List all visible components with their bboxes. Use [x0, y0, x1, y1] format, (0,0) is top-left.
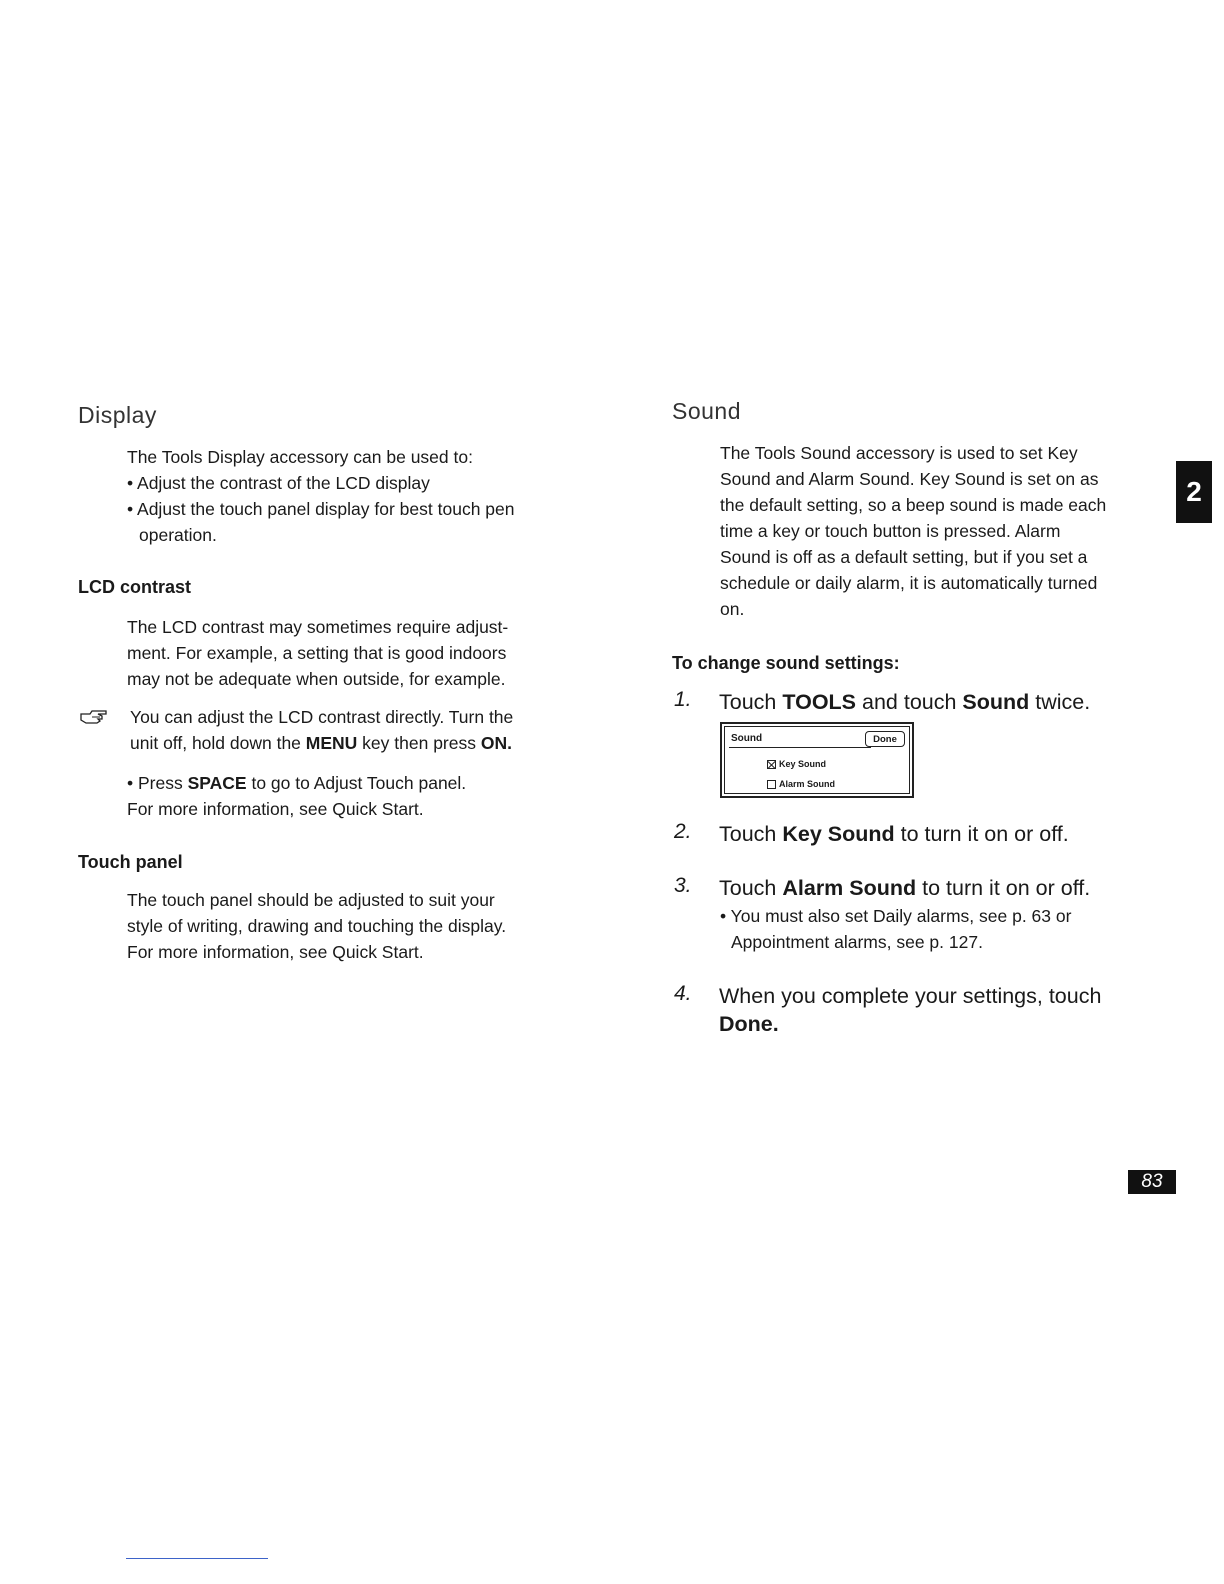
- sound-line-4: time a key or touch button is pressed. Alarm: [720, 521, 1061, 541]
- touch-line-1: The touch panel should be adjusted to suit your: [127, 890, 495, 910]
- sound-paragraph: [720, 440, 1170, 622]
- touch-panel-heading: Touch panel: [78, 852, 183, 872]
- lcd-line-1: The LCD contrast may sometimes require adjust-: [127, 617, 509, 637]
- sound-line-6: schedule or daily alarm, it is automatically turned: [720, 573, 1098, 593]
- display-intro: The Tools Display accessory can be used to:: [127, 447, 473, 467]
- sound-line-3: the default setting, so a beep sound is made each: [720, 495, 1107, 515]
- lcd-note-line-2: unit off, hold down the MENU key then press ON.: [130, 733, 512, 753]
- step-4-done: Done.: [719, 1012, 779, 1036]
- screen-frame: [724, 726, 910, 794]
- lcd-note-line-1: You can adjust the LCD contrast directly. Turn the: [130, 707, 514, 727]
- sound-heading: Sound: [672, 398, 742, 424]
- page-number: 83: [1128, 1170, 1176, 1194]
- display-intro-block: [127, 444, 587, 548]
- step-4-number: 4.: [674, 982, 692, 1005]
- key-sound-label: Key Sound: [779, 759, 827, 769]
- alarm-sound-option[interactable]: [767, 779, 835, 789]
- lcd-press-line: • Press SPACE to go to Adjust Touch panel.: [127, 773, 467, 793]
- step-1-number: 1.: [674, 688, 692, 711]
- screen-title-divider: [729, 747, 871, 748]
- step-3-note-line-2: Appointment alarms, see p. 127.: [731, 932, 983, 952]
- chapter-tab: 2: [1176, 461, 1212, 523]
- sound-line-1: The Tools Sound accessory is used to set Key: [720, 443, 1078, 463]
- display-bullet-1: • Adjust the contrast of the LCD display: [127, 473, 430, 493]
- step-4-line-1: When you complete your settings, touch: [719, 984, 1102, 1008]
- lcd-more-info: For more information, see Quick Start.: [127, 799, 424, 819]
- screen-title: Sound: [731, 733, 763, 744]
- touch-panel-text: [127, 887, 587, 965]
- display-heading: Display: [78, 402, 157, 428]
- sound-line-7: on.: [720, 599, 745, 619]
- touch-line-2: style of writing, drawing and touching the display.: [127, 916, 507, 936]
- lcd-note: [130, 704, 590, 756]
- alarm-sound-label: Alarm Sound: [779, 779, 836, 789]
- lcd-line-3: may not be adequate when outside, for example.: [127, 669, 506, 689]
- step-4-text: [719, 982, 1169, 1038]
- sound-line-2: Sound and Alarm Sound. Key Sound is set on as: [720, 469, 1099, 489]
- display-bullet-2: • Adjust the touch panel display for best touch pen: [127, 499, 515, 519]
- sound-settings-screen: [720, 722, 914, 798]
- lcd-line-2: ment. For example, a setting that is good indoors: [127, 643, 507, 663]
- lcd-contrast-text: [127, 614, 587, 692]
- touch-line-3: For more information, see Quick Start.: [127, 942, 424, 962]
- step-2-text: Touch Key Sound to turn it on or off.: [719, 822, 1069, 846]
- display-bullet-2-cont: operation.: [139, 525, 217, 545]
- alarm-sound-checkbox[interactable]: [767, 780, 776, 789]
- step-3-note: [720, 903, 1170, 955]
- key-sound-option[interactable]: [767, 759, 826, 769]
- step-2-number: 2.: [674, 820, 692, 843]
- step-3-number: 3.: [674, 874, 692, 897]
- change-sound-subheading: To change sound settings:: [672, 653, 900, 673]
- step-3-note-line-1: • You must also set Daily alarms, see p. 63 or: [720, 906, 1072, 926]
- step-3-text: Touch Alarm Sound to turn it on or off.: [719, 876, 1091, 900]
- step-1-text: Touch TOOLS and touch Sound twice.: [719, 690, 1091, 714]
- lcd-press-block: [127, 770, 587, 822]
- key-sound-checkbox[interactable]: [767, 760, 776, 769]
- pointing-hand-icon: [80, 708, 110, 726]
- footer-rule: [126, 1558, 268, 1559]
- lcd-contrast-heading: LCD contrast: [78, 577, 192, 597]
- sound-line-5: Sound is off as a default setting, but if you set a: [720, 547, 1088, 567]
- done-button[interactable]: Done: [865, 731, 905, 747]
